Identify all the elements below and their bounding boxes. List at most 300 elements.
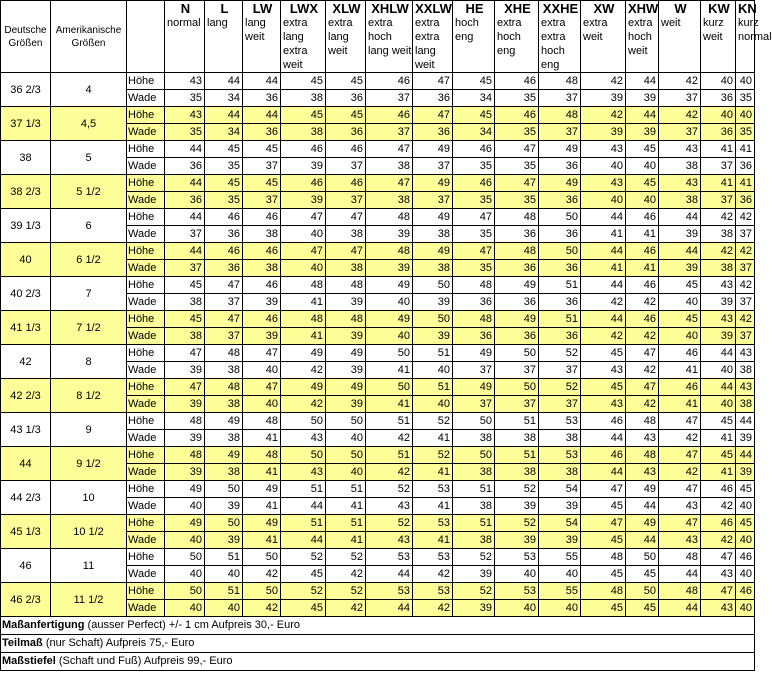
value-cell: 42 — [736, 277, 755, 294]
column-header-l — [205, 1, 243, 73]
value-cell: 40 — [243, 362, 281, 379]
value-cell: 49 — [205, 447, 243, 464]
value-cell: 50 — [413, 311, 453, 328]
calf-label: Wade — [127, 464, 165, 481]
value-cell: 41 — [413, 532, 453, 549]
value-cell: 47 — [453, 209, 495, 226]
value-cell: 42 — [581, 294, 626, 311]
value-cell: 52 — [326, 549, 366, 566]
value-cell: 49 — [413, 243, 453, 260]
value-cell: 51 — [453, 515, 495, 532]
value-cell: 44 — [659, 600, 701, 617]
value-cell: 41 — [659, 396, 701, 413]
value-cell: 45 — [281, 600, 326, 617]
column-code: L — [220, 1, 229, 16]
value-cell: 45 — [581, 379, 626, 396]
column-code: LW — [252, 1, 273, 16]
value-cell: 37 — [495, 362, 539, 379]
height-row — [1, 549, 755, 566]
value-cell: 43 — [281, 430, 326, 447]
surcharge-title: Maßanfertigung — [2, 619, 85, 631]
value-cell: 39 — [736, 464, 755, 481]
value-cell: 35 — [736, 90, 755, 107]
value-cell: 50 — [205, 481, 243, 498]
value-cell: 37 — [659, 124, 701, 141]
value-cell: 44 — [165, 209, 205, 226]
value-cell: 36 — [165, 158, 205, 175]
calf-label: Wade — [127, 158, 165, 175]
value-cell: 47 — [659, 447, 701, 464]
american-size-cell: 8 — [51, 345, 127, 379]
value-cell: 36 — [413, 124, 453, 141]
surcharge-note-row — [1, 635, 755, 653]
calf-label: Wade — [127, 192, 165, 209]
value-cell: 49 — [326, 345, 366, 362]
value-cell: 45 — [581, 566, 626, 583]
value-cell: 35 — [453, 226, 495, 243]
value-cell: 37 — [736, 294, 755, 311]
german-size-cell: 42 — [1, 345, 51, 379]
value-cell: 49 — [366, 277, 413, 294]
american-size-cell: 4 — [51, 73, 127, 107]
value-cell: 47 — [243, 345, 281, 362]
value-cell: 44 — [366, 600, 413, 617]
value-cell: 35 — [453, 158, 495, 175]
value-cell: 42 — [413, 566, 453, 583]
value-cell: 43 — [281, 464, 326, 481]
value-cell: 38 — [495, 430, 539, 447]
value-cell: 49 — [539, 141, 581, 158]
value-cell: 42 — [326, 600, 366, 617]
column-code: XW — [593, 1, 615, 16]
value-cell: 44 — [581, 311, 626, 328]
column-header-he — [453, 1, 495, 73]
column-description: extra weit — [583, 17, 608, 43]
value-cell: 44 — [581, 243, 626, 260]
value-cell: 46 — [366, 73, 413, 90]
value-cell: 47 — [659, 413, 701, 430]
column-description: lang weit — [245, 17, 266, 43]
german-size-cell: 41 1/3 — [1, 311, 51, 345]
value-cell: 37 — [413, 158, 453, 175]
value-cell: 43 — [581, 362, 626, 379]
value-cell: 51 — [205, 583, 243, 600]
value-cell: 49 — [626, 481, 659, 498]
value-cell: 48 — [281, 277, 326, 294]
height-label: Höhe — [127, 141, 165, 158]
value-cell: 37 — [243, 158, 281, 175]
value-cell: 44 — [626, 498, 659, 515]
value-cell: 41 — [413, 464, 453, 481]
value-cell: 39 — [326, 362, 366, 379]
value-cell: 43 — [736, 345, 755, 362]
german-size-cell: 37 1/3 — [1, 107, 51, 141]
value-cell: 46 — [326, 175, 366, 192]
value-cell: 42 — [626, 328, 659, 345]
value-cell: 46 — [495, 107, 539, 124]
surcharge-note — [1, 635, 755, 653]
value-cell: 51 — [326, 515, 366, 532]
value-cell: 37 — [453, 362, 495, 379]
value-cell: 51 — [366, 447, 413, 464]
value-cell: 47 — [626, 379, 659, 396]
value-cell: 36 — [701, 90, 736, 107]
value-cell: 34 — [453, 90, 495, 107]
value-cell: 36 — [205, 260, 243, 277]
value-cell: 39 — [495, 498, 539, 515]
value-cell: 44 — [165, 175, 205, 192]
value-cell: 49 — [243, 515, 281, 532]
value-cell: 37 — [453, 396, 495, 413]
height-row — [1, 379, 755, 396]
value-cell: 38 — [453, 430, 495, 447]
column-header-xxlw — [413, 1, 453, 73]
calf-label: Wade — [127, 566, 165, 583]
value-cell: 50 — [165, 549, 205, 566]
value-cell: 46 — [701, 515, 736, 532]
value-cell: 52 — [281, 549, 326, 566]
value-cell: 44 — [165, 243, 205, 260]
value-cell: 51 — [413, 345, 453, 362]
value-cell: 39 — [626, 124, 659, 141]
value-cell: 46 — [205, 209, 243, 226]
value-cell: 39 — [165, 362, 205, 379]
column-header-kw — [701, 1, 736, 73]
value-cell: 45 — [326, 107, 366, 124]
value-cell: 52 — [413, 447, 453, 464]
german-size-cell: 42 2/3 — [1, 379, 51, 413]
value-cell: 45 — [453, 107, 495, 124]
value-cell: 45 — [243, 141, 281, 158]
value-cell: 41 — [581, 260, 626, 277]
value-cell: 45 — [281, 73, 326, 90]
value-cell: 42 — [243, 600, 281, 617]
value-cell: 39 — [281, 192, 326, 209]
value-cell: 47 — [701, 583, 736, 600]
height-label: Höhe — [127, 413, 165, 430]
value-cell: 37 — [165, 226, 205, 243]
value-cell: 47 — [326, 209, 366, 226]
value-cell: 52 — [281, 583, 326, 600]
value-cell: 42 — [659, 430, 701, 447]
surcharge-note-row — [1, 617, 755, 635]
value-cell: 49 — [205, 413, 243, 430]
value-cell: 42 — [701, 209, 736, 226]
value-cell: 45 — [453, 73, 495, 90]
value-cell: 43 — [165, 107, 205, 124]
value-cell: 49 — [539, 175, 581, 192]
height-label: Höhe — [127, 481, 165, 498]
value-cell: 36 — [413, 90, 453, 107]
value-cell: 35 — [495, 158, 539, 175]
value-cell: 47 — [701, 549, 736, 566]
value-cell: 50 — [453, 413, 495, 430]
value-cell: 40 — [701, 73, 736, 90]
value-cell: 40 — [495, 566, 539, 583]
value-cell: 35 — [165, 90, 205, 107]
value-cell: 46 — [659, 345, 701, 362]
value-cell: 36 — [539, 260, 581, 277]
value-cell: 44 — [581, 464, 626, 481]
value-cell: 48 — [495, 209, 539, 226]
value-cell: 40 — [659, 328, 701, 345]
value-cell: 36 — [495, 260, 539, 277]
value-cell: 38 — [453, 532, 495, 549]
value-cell: 42 — [659, 73, 701, 90]
value-cell: 44 — [659, 566, 701, 583]
value-cell: 39 — [626, 90, 659, 107]
value-cell: 37 — [701, 192, 736, 209]
value-cell: 48 — [165, 447, 205, 464]
height-label: Höhe — [127, 549, 165, 566]
value-cell: 40 — [626, 158, 659, 175]
value-cell: 38 — [366, 158, 413, 175]
height-row — [1, 141, 755, 158]
value-cell: 43 — [659, 141, 701, 158]
column-code: KW — [708, 1, 730, 16]
value-cell: 46 — [326, 141, 366, 158]
value-cell: 48 — [626, 413, 659, 430]
calf-label: Wade — [127, 328, 165, 345]
value-cell: 43 — [659, 498, 701, 515]
height-row — [1, 277, 755, 294]
value-cell: 38 — [659, 158, 701, 175]
value-cell: 44 — [701, 379, 736, 396]
value-cell: 49 — [413, 141, 453, 158]
height-row — [1, 175, 755, 192]
value-cell: 45 — [281, 566, 326, 583]
value-cell: 46 — [205, 243, 243, 260]
value-cell: 36 — [495, 328, 539, 345]
value-cell: 49 — [165, 481, 205, 498]
value-cell: 43 — [165, 73, 205, 90]
value-cell: 51 — [539, 277, 581, 294]
value-cell: 46 — [243, 311, 281, 328]
value-cell: 36 — [326, 124, 366, 141]
value-cell: 38 — [205, 430, 243, 447]
value-cell: 46 — [581, 447, 626, 464]
value-cell: 43 — [701, 566, 736, 583]
column-code: LWX — [289, 1, 319, 16]
value-cell: 40 — [366, 328, 413, 345]
value-cell: 37 — [736, 260, 755, 277]
value-cell: 41 — [736, 175, 755, 192]
value-cell: 45 — [165, 311, 205, 328]
value-cell: 49 — [453, 345, 495, 362]
value-cell: 36 — [243, 124, 281, 141]
value-cell: 46 — [581, 413, 626, 430]
value-cell: 38 — [281, 90, 326, 107]
value-cell: 50 — [326, 413, 366, 430]
height-label: Höhe — [127, 243, 165, 260]
german-size-cell: 36 2/3 — [1, 73, 51, 107]
value-cell: 44 — [626, 107, 659, 124]
american-size-cell: 5 — [51, 141, 127, 175]
value-cell: 42 — [659, 464, 701, 481]
value-cell: 51 — [413, 379, 453, 396]
value-cell: 44 — [736, 447, 755, 464]
value-cell: 50 — [205, 515, 243, 532]
height-row — [1, 345, 755, 362]
value-cell: 51 — [326, 481, 366, 498]
column-code: XXLW — [415, 1, 452, 16]
height-row — [1, 107, 755, 124]
value-cell: 42 — [626, 362, 659, 379]
value-cell: 44 — [581, 430, 626, 447]
value-cell: 36 — [243, 90, 281, 107]
value-cell: 36 — [539, 226, 581, 243]
value-cell: 36 — [453, 294, 495, 311]
value-cell: 39 — [366, 260, 413, 277]
value-cell: 36 — [165, 192, 205, 209]
value-cell: 51 — [495, 447, 539, 464]
surcharge-detail: (Schaft und Fuß) Aufpreis 99,- Euro — [55, 655, 233, 667]
value-cell: 40 — [659, 294, 701, 311]
german-size-cell: 44 2/3 — [1, 481, 51, 515]
value-cell: 46 — [736, 549, 755, 566]
value-cell: 49 — [413, 175, 453, 192]
value-cell: 35 — [453, 260, 495, 277]
column-description: weit — [661, 17, 681, 29]
value-cell: 36 — [539, 294, 581, 311]
value-cell: 38 — [165, 294, 205, 311]
value-cell: 51 — [453, 481, 495, 498]
value-cell: 54 — [539, 481, 581, 498]
height-row — [1, 73, 755, 90]
value-cell: 52 — [495, 481, 539, 498]
value-cell: 36 — [495, 226, 539, 243]
value-cell: 39 — [453, 566, 495, 583]
value-cell: 47 — [165, 379, 205, 396]
value-cell: 41 — [243, 532, 281, 549]
value-cell: 48 — [659, 583, 701, 600]
value-cell: 48 — [243, 413, 281, 430]
value-cell: 40 — [326, 430, 366, 447]
value-cell: 38 — [165, 328, 205, 345]
value-cell: 47 — [366, 175, 413, 192]
value-cell: 45 — [701, 413, 736, 430]
column-header-xhlw — [366, 1, 413, 73]
value-cell: 39 — [326, 328, 366, 345]
value-cell: 37 — [205, 328, 243, 345]
column-description: extra hoch eng — [497, 17, 522, 57]
value-cell: 47 — [326, 243, 366, 260]
value-cell: 48 — [539, 73, 581, 90]
value-cell: 38 — [453, 498, 495, 515]
value-cell: 47 — [205, 311, 243, 328]
value-cell: 46 — [366, 107, 413, 124]
value-cell: 45 — [581, 345, 626, 362]
height-label: Höhe — [127, 515, 165, 532]
value-cell: 44 — [243, 107, 281, 124]
value-cell: 34 — [205, 124, 243, 141]
value-cell: 38 — [736, 396, 755, 413]
size-rows — [1, 73, 755, 617]
american-size-cell: 6 — [51, 209, 127, 243]
value-cell: 42 — [581, 107, 626, 124]
value-cell: 45 — [281, 107, 326, 124]
value-cell: 38 — [413, 226, 453, 243]
value-cell: 35 — [165, 124, 205, 141]
value-cell: 48 — [205, 379, 243, 396]
value-cell: 37 — [539, 124, 581, 141]
value-cell: 46 — [453, 175, 495, 192]
value-cell: 37 — [413, 192, 453, 209]
value-cell: 50 — [626, 583, 659, 600]
height-label: Höhe — [127, 277, 165, 294]
value-cell: 48 — [453, 311, 495, 328]
value-cell: 48 — [453, 277, 495, 294]
surcharge-notes — [1, 617, 755, 671]
calf-label: Wade — [127, 124, 165, 141]
value-cell: 45 — [205, 175, 243, 192]
value-cell: 48 — [366, 209, 413, 226]
german-size-cell: 45 1/3 — [1, 515, 51, 549]
value-cell: 40 — [581, 158, 626, 175]
value-cell: 37 — [736, 226, 755, 243]
value-cell: 40 — [243, 396, 281, 413]
value-cell: 39 — [205, 498, 243, 515]
german-size-cell: 40 2/3 — [1, 277, 51, 311]
value-cell: 47 — [581, 481, 626, 498]
value-cell: 41 — [243, 498, 281, 515]
value-cell: 49 — [281, 345, 326, 362]
value-cell: 35 — [736, 124, 755, 141]
value-cell: 40 — [626, 192, 659, 209]
value-cell: 37 — [539, 396, 581, 413]
value-cell: 39 — [539, 498, 581, 515]
value-cell: 41 — [413, 430, 453, 447]
value-cell: 44 — [626, 532, 659, 549]
value-cell: 39 — [581, 90, 626, 107]
german-size-cell: 38 2/3 — [1, 175, 51, 209]
column-header-xhw — [626, 1, 659, 73]
value-cell: 40 — [281, 260, 326, 277]
column-description: extra extra lang weit — [415, 17, 440, 71]
value-cell: 52 — [453, 549, 495, 566]
height-label: Höhe — [127, 107, 165, 124]
column-description: extra extra hoch eng — [541, 17, 566, 71]
value-cell: 40 — [165, 532, 205, 549]
value-cell: 51 — [366, 413, 413, 430]
value-cell: 34 — [453, 124, 495, 141]
value-cell: 42 — [736, 243, 755, 260]
value-cell: 40 — [413, 362, 453, 379]
value-cell: 37 — [701, 158, 736, 175]
value-cell: 49 — [326, 379, 366, 396]
value-cell: 39 — [453, 600, 495, 617]
value-cell: 53 — [413, 549, 453, 566]
value-cell: 35 — [495, 124, 539, 141]
value-cell: 53 — [366, 549, 413, 566]
column-description: extra lang weit — [328, 17, 353, 57]
value-cell: 44 — [626, 73, 659, 90]
value-cell: 53 — [413, 583, 453, 600]
value-cell: 47 — [243, 379, 281, 396]
value-cell: 40 — [413, 396, 453, 413]
column-code: XHW — [628, 1, 659, 16]
value-cell: 41 — [701, 464, 736, 481]
height-label: Höhe — [127, 175, 165, 192]
value-cell: 42 — [581, 73, 626, 90]
column-description: kurz weit — [703, 17, 724, 43]
column-header-xhe — [495, 1, 539, 73]
value-cell: 44 — [205, 73, 243, 90]
column-code: W — [674, 1, 687, 16]
header-row — [1, 1, 755, 73]
value-cell: 46 — [281, 141, 326, 158]
american-size-cell: 11 — [51, 549, 127, 583]
